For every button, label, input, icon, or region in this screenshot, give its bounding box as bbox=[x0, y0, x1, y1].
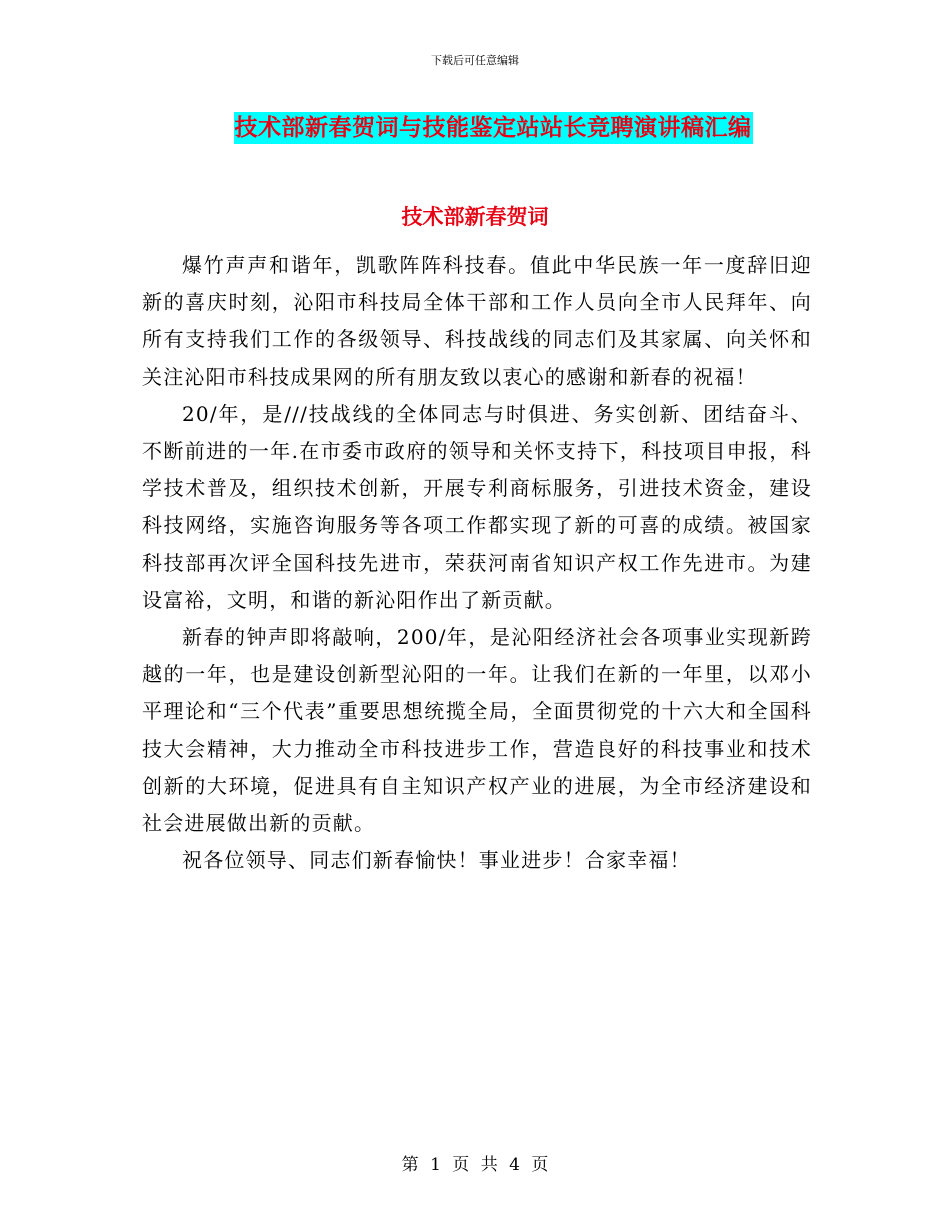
page-header-note: 下载后可任意编辑 bbox=[431, 54, 519, 67]
body-paragraph-4: 祝各位领导、同志们新春愉快！事业进步！合家幸福！ bbox=[182, 848, 691, 873]
main-title-container bbox=[0, 112, 950, 144]
section-title: 技术部新春贺词 bbox=[401, 204, 549, 229]
body-paragraph-3: 新春的钟声即将敲响，200/年，是沁阳经济社会各项事业实现新跨越的一年，也是建设创新型沁阳的一年。让我们在新的一年里，以邓小平理论和“三个代表”重要思想统揽全局，全面贯彻党的十六大和全国科技大会精神，大力推动全市科技进步工作，营造良好的科技事业和技术创新的大环境，促进具有自主知识产权产业的进展，为全市经济建设和社会进展做出新的贡献。 bbox=[142, 625, 812, 836]
document-body bbox=[142, 247, 812, 879]
document-title: 技术部新春贺词与技能鉴定站站长竞聘演讲稿汇编 bbox=[234, 112, 753, 144]
page-number-footer: 第 1 页 共 4 页 bbox=[401, 1155, 549, 1175]
body-paragraph-1: 爆竹声声和谐年，凯歌阵阵科技春。值此中华民族一年一度辞旧迎新的喜庆时刻，沁阳市科技局全体干部和工作人员向全市人民拜年、向所有支持我们工作的各级领导、科技战线的同志们及其家属、向关怀和关注沁阳市科技成果网的所有朋友致以衷心的感谢和新春的祝福！ bbox=[142, 253, 812, 389]
body-paragraph-2: 20/年，是///技战线的全体同志与时俱进、务实创新、团结奋斗、不断前进的一年.在市委市政府的领导和关怀支持下，科技项目申报，科学技术普及，组织技术创新，开展专利商标服务，引进技术资金，建设科技网络，实施咨询服务等各项工作都实现了新的可喜的成绩。被国家科技部再次评全国科技先进市，荣获河南省知识产权工作先进市。为建设富裕，文明，和谐的新沁阳作出了新贡献。 bbox=[142, 401, 812, 612]
